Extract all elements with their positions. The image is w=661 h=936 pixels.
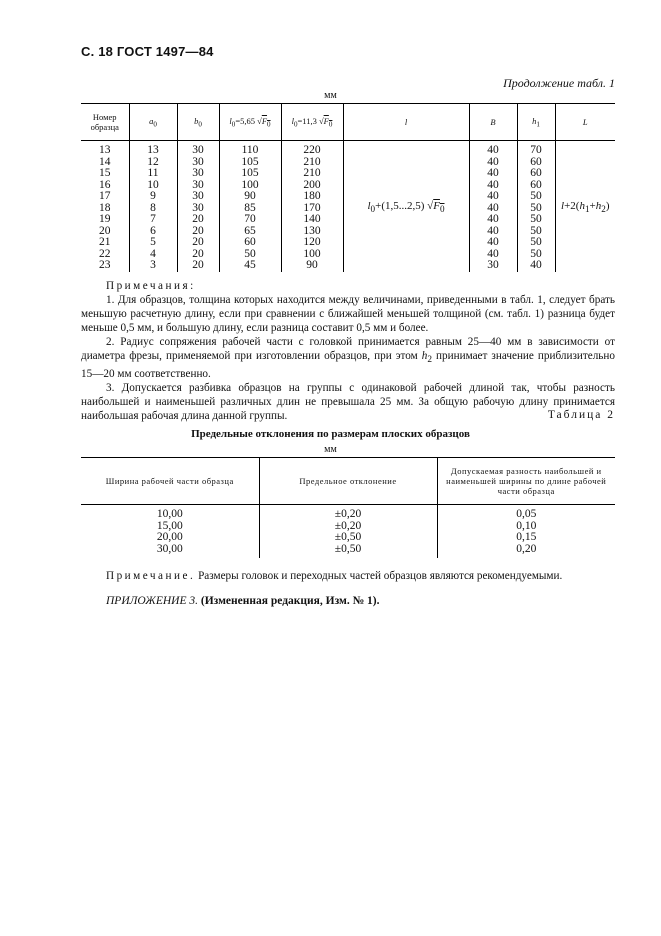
notes-title: Примечания: <box>106 280 196 292</box>
cell-a0-13: 13 <box>147 144 159 156</box>
cell-num-21: 21 <box>99 236 111 248</box>
cell-num-19: 19 <box>99 213 111 225</box>
col-a0 <box>129 141 177 272</box>
notes-table1 <box>81 279 615 423</box>
table1-body <box>81 141 615 272</box>
appendix-reference <box>106 595 380 607</box>
cell-l0a-16: 100 <box>241 178 259 191</box>
cell-l0a-17: 90 <box>244 190 256 202</box>
table2-label: Таблица 2 <box>547 409 615 421</box>
cell-l0a-14: 105 <box>241 155 259 168</box>
cell-a0-21: 5 <box>150 236 156 248</box>
cell-l0a-22: 50 <box>244 247 256 260</box>
col-header-L: L <box>555 104 615 141</box>
cell-B-20: 40 <box>487 224 499 237</box>
cell-h1-17: 50 <box>530 190 542 202</box>
cell-num-14: 14 <box>99 155 111 168</box>
col-l0-11-3 <box>281 141 343 272</box>
cell-width-3: 30,00 <box>156 542 183 555</box>
cell-b0-18: 30 <box>192 201 204 214</box>
table-continuation-label: Продолжение табл. 1 <box>503 76 615 90</box>
note-2: 2. Радиус сопряжения рабочей части с головкой принимается равным 25—40 мм в зависимости от диаметра фрезы, применяемой при изготовлении образцов, при этом $h_2$ принимает значение приблизительно 15—20 мм соответственно. <box>81 336 615 381</box>
cell-l0b-13: 220 <box>303 144 321 156</box>
col-header-a0: $a_0$ <box>129 104 177 141</box>
table2-unit: мм <box>324 444 337 455</box>
cell-width-0: 10,00 <box>156 508 183 520</box>
note2-label: Примечание. <box>106 570 196 582</box>
cell-b0-16: 30 <box>192 178 204 191</box>
cell-h1-13: 70 <box>530 144 542 156</box>
note-3: 3. Допускается разбивка образцов на группы с одинаковой рабочей длиной так, чтобы разность наибольшей и наименьшей различных длин не превышала 25 мм. За общую рабочую длину принимается наибольшая рабочая длина данной группы. <box>81 382 615 423</box>
col-header-difference: Допускаемая разность наибольшей и наименьшей ширины по длине рабочей части образца <box>437 458 615 505</box>
cell-width-1: 15,00 <box>156 519 183 532</box>
cell-difference-2: 0,15 <box>516 531 537 543</box>
cell-width-2: 20,00 <box>156 531 183 543</box>
cell-b0-22: 20 <box>192 247 204 260</box>
col-l0-5-65 <box>219 141 281 272</box>
cell-h1-22: 50 <box>530 247 542 260</box>
cell-B-18: 40 <box>487 201 499 214</box>
cell-num-20: 20 <box>99 224 111 237</box>
cell-l-formula: $l_0+(1,5...2,5)$ $√F_0$ <box>343 141 469 272</box>
cell-l0a-15: 105 <box>241 167 259 179</box>
cell-h1-21: 50 <box>530 236 542 248</box>
note-table2 <box>106 570 562 582</box>
note-1: 1. Для образцов, толщина которых находится между величинами, приведенными в табл. 1, следует брать меньшую расчетную длину, если при сравнении с ближайшей меньшей толщиной (см. табл. 1) разница будет меньше 0,5 мм, и большую длину, если разница составит 0,5 мм и более. <box>81 294 615 334</box>
cell-l0b-20: 130 <box>303 224 321 237</box>
table2-header-row <box>81 458 615 505</box>
cell-a0-23: 3 <box>150 259 156 271</box>
col-B <box>469 141 517 272</box>
cell-h1-18: 50 <box>530 201 542 214</box>
cell-h1-19: 50 <box>530 213 542 225</box>
table1-unit: мм <box>324 90 337 101</box>
col-header-l: l <box>343 104 469 141</box>
col-deviation <box>259 505 437 559</box>
cell-difference-3: 0,20 <box>516 542 537 555</box>
cell-l0b-14: 210 <box>303 155 321 168</box>
table2-title: Предельные отклонения по размерам плоских образцов <box>191 428 470 440</box>
appendix-name: ПРИЛОЖЕНИЕ 3. <box>106 595 198 607</box>
cell-h1-23: 40 <box>530 259 542 271</box>
cell-b0-13: 30 <box>192 144 204 156</box>
col-header-B: B <box>469 104 517 141</box>
cell-b0-17: 30 <box>192 190 204 202</box>
cell-a0-22: 4 <box>150 247 156 260</box>
cell-l0a-13: 110 <box>241 144 259 156</box>
page-header: С. 18 ГОСТ 1497—84 <box>81 44 214 59</box>
col-header-deviation: Предельное отклонение <box>259 458 437 505</box>
cell-b0-23: 20 <box>192 259 204 271</box>
col-header-b0: $b_0$ <box>177 104 219 141</box>
col-header-h1: $h_1$ <box>517 104 555 141</box>
cell-B-17: 40 <box>487 190 499 202</box>
cell-b0-19: 20 <box>192 213 204 225</box>
note2-text: Размеры головок и переходных частей образцов являются рекомендуемыми. <box>198 570 563 582</box>
cell-num-13: 13 <box>99 144 111 156</box>
cell-l0a-20: 65 <box>244 224 256 237</box>
appendix-text: (Измененная редакция, Изм. № 1). <box>200 595 380 607</box>
col-specimen-number <box>81 141 129 272</box>
cell-deviation-1: ±0,20 <box>334 519 362 532</box>
cell-a0-18: 8 <box>150 201 156 214</box>
cell-L-formula: $l+2(h_1+h_2)$ <box>555 141 615 272</box>
cell-h1-14: 60 <box>530 155 542 168</box>
cell-num-17: 17 <box>99 190 111 202</box>
table1-header-row <box>81 104 615 141</box>
cell-a0-15: 11 <box>147 167 159 179</box>
cell-B-14: 40 <box>487 155 499 168</box>
cell-B-21: 40 <box>487 236 499 248</box>
cell-l0b-19: 140 <box>303 213 321 225</box>
cell-a0-20: 6 <box>150 224 156 237</box>
cell-l0a-23: 45 <box>244 259 256 271</box>
cell-B-13: 40 <box>487 144 499 156</box>
cell-l0b-22: 100 <box>303 247 321 260</box>
cell-num-18: 18 <box>99 201 111 214</box>
cell-h1-16: 60 <box>530 178 542 191</box>
cell-B-15: 40 <box>487 167 499 179</box>
cell-deviation-2: ±0,50 <box>334 531 362 543</box>
cell-B-22: 40 <box>487 247 499 260</box>
cell-deviation-3: ±0,50 <box>334 542 362 555</box>
cell-num-16: 16 <box>99 178 111 191</box>
cell-a0-16: 10 <box>147 178 159 191</box>
cell-a0-19: 7 <box>150 213 156 225</box>
col-header-specimen-number: Номер образца <box>81 104 129 141</box>
cell-a0-14: 12 <box>147 155 159 168</box>
cell-difference-0: 0,05 <box>516 508 537 520</box>
cell-l0b-17: 180 <box>303 190 321 202</box>
cell-b0-15: 30 <box>192 167 204 179</box>
table2 <box>81 457 615 558</box>
col-width <box>81 505 259 559</box>
col-header-l0-5-65: $l_0=5,65$ $√F_0$ <box>219 104 281 141</box>
cell-difference-1: 0,10 <box>516 519 537 532</box>
table1 <box>81 103 615 272</box>
cell-b0-14: 30 <box>192 155 204 168</box>
cell-l0b-21: 120 <box>303 236 321 248</box>
col-h1 <box>517 141 555 272</box>
cell-b0-20: 20 <box>192 224 204 237</box>
cell-deviation-0: ±0,20 <box>334 508 362 520</box>
cell-h1-15: 60 <box>530 167 542 179</box>
cell-num-23: 23 <box>99 259 111 271</box>
cell-l0a-21: 60 <box>244 236 256 248</box>
cell-l0b-23: 90 <box>306 259 318 271</box>
cell-num-15: 15 <box>99 167 111 179</box>
cell-l0b-15: 210 <box>303 167 321 179</box>
col-header-l0-11-3: $l_0=11,3$ $√F_0$ <box>281 104 343 141</box>
cell-l0b-18: 170 <box>303 201 321 214</box>
cell-l0a-18: 85 <box>244 201 256 214</box>
cell-h1-20: 50 <box>530 224 542 237</box>
cell-l0b-16: 200 <box>303 178 321 191</box>
cell-a0-17: 9 <box>150 190 156 202</box>
cell-B-19: 40 <box>487 213 499 225</box>
cell-l0a-19: 70 <box>244 213 256 225</box>
cell-B-23: 30 <box>487 259 499 271</box>
cell-b0-21: 20 <box>192 236 204 248</box>
cell-B-16: 40 <box>487 178 499 191</box>
table2-body <box>81 505 615 559</box>
col-difference <box>437 505 615 559</box>
cell-num-22: 22 <box>99 247 111 260</box>
col-b0 <box>177 141 219 272</box>
col-header-width: Ширина рабочей части образца <box>81 458 259 505</box>
